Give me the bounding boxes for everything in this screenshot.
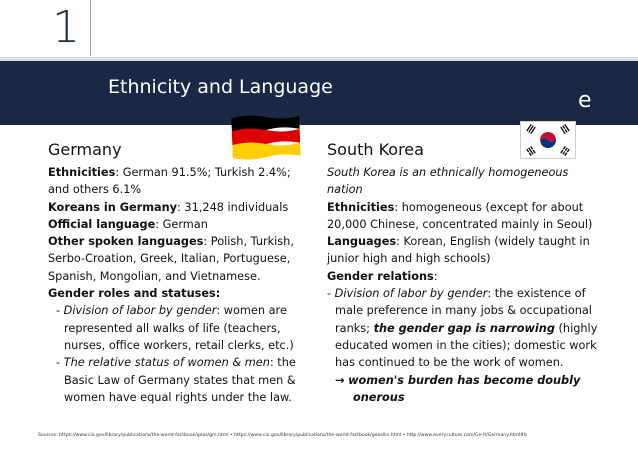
korea-languages-cont: junior high and high schools) [327, 252, 491, 266]
germany-relative-status-cont: Basic Law of Germany states that men & [64, 373, 296, 387]
label: Other spoken languages [48, 235, 204, 249]
korea-division-labor [327, 285, 597, 302]
text: : women are [216, 304, 287, 318]
dash: - [56, 304, 64, 318]
germany-other-languages [48, 233, 296, 250]
germany-other-languages-cont: Serbo-Croation, Greek, Italian, Portuguese, [48, 252, 291, 266]
slide-number: 1 [52, 2, 80, 53]
korea-homogeneous-note-cont: nation [327, 183, 363, 197]
text: : [433, 269, 438, 283]
dash: - [56, 356, 64, 370]
label: Languages [327, 235, 397, 249]
divider-line [90, 0, 91, 56]
text: : 31,248 individuals [177, 200, 289, 214]
germany-division-labor [48, 302, 296, 319]
slide-title: Ethnicity and Language [108, 76, 333, 98]
germany-relative-status [48, 354, 296, 371]
text: : homogeneous (except for about [394, 200, 584, 214]
korea-homogeneous-note: South Korea is an ethnically homogeneous [327, 166, 569, 179]
text: : the [269, 356, 296, 370]
korea-burden-note [327, 372, 597, 389]
germany-division-labor-cont: represented all walks of life (teachers, [64, 321, 281, 335]
dash: - [327, 287, 335, 301]
korea-division-labor-cont: has continued to be the work of women. [335, 356, 564, 370]
germany-division-labor-cont: nurses, office workers, retail clerks, etc.) [64, 338, 294, 352]
germany-other-languages-cont: Spanish, Mongolian, and Vietnamese. [48, 269, 261, 283]
italic-label: The relative status of women & men [63, 356, 270, 370]
korea-heading: South Korea [327, 140, 424, 159]
label: Gender relations [327, 269, 434, 283]
germany-koreans [48, 199, 296, 216]
italic-label: Division of labor by gender [334, 287, 488, 301]
korea-division-labor-cont [327, 320, 597, 337]
germany-heading: Germany [48, 140, 122, 159]
text: : German [155, 217, 208, 231]
sources-footnote: Sources: https://www.cia.gov/library/publications/the-world-factbook/geos/gm.html • https://www.cia.gov/library/publications/the-world-factbook/geos/ks.html • http://www.everyculture.com/Ge-It/Germany.html#b [38, 433, 527, 438]
corner-letter: e [578, 88, 592, 113]
text: : German 91.5%; Turkish 2.4%; [115, 166, 291, 179]
emphasis: women's burden has become doubly [348, 373, 581, 387]
germany-ethnicities-cont: and others 6.1% [48, 183, 142, 197]
text: : Korean, English (widely taught in [396, 235, 590, 249]
text: : the existence of [487, 287, 586, 301]
emphasis: the gender gap is narrowing [373, 321, 555, 335]
germany-column [48, 164, 296, 406]
germany-gender-heading: Gender roles and statuses: [48, 287, 221, 301]
label: Official language [48, 217, 156, 231]
korea-burden-note-cont: onerous [353, 390, 405, 404]
germany-flag-icon [231, 114, 300, 160]
korea-ethnicities [327, 199, 597, 216]
text: : Polish, Turkish, [203, 235, 294, 249]
italic-label: Division of labor by gender [63, 304, 217, 318]
germany-ethnicities [48, 164, 296, 181]
label: Ethnicities [327, 200, 395, 214]
label: Koreans in Germany [48, 200, 178, 214]
text: ranks; [335, 321, 374, 335]
germany-relative-status-cont: women have equal rights under the law. [64, 390, 292, 404]
label: Ethnicities [48, 166, 116, 179]
korea-languages [327, 233, 597, 250]
germany-official-language [48, 216, 296, 233]
korea-division-labor-cont: educated women in the cities); domestic work [335, 338, 597, 352]
arrow-right-icon: → [335, 373, 345, 387]
korea-column [327, 164, 597, 406]
korea-gender-heading [327, 268, 597, 285]
south-korea-flag-icon [520, 121, 576, 159]
korea-division-labor-cont: male preference in many jobs & occupational [335, 304, 592, 318]
text: (highly [554, 321, 598, 335]
korea-ethnicities-cont: 20,000 Chinese, concentrated mainly in Seoul) [327, 217, 593, 231]
